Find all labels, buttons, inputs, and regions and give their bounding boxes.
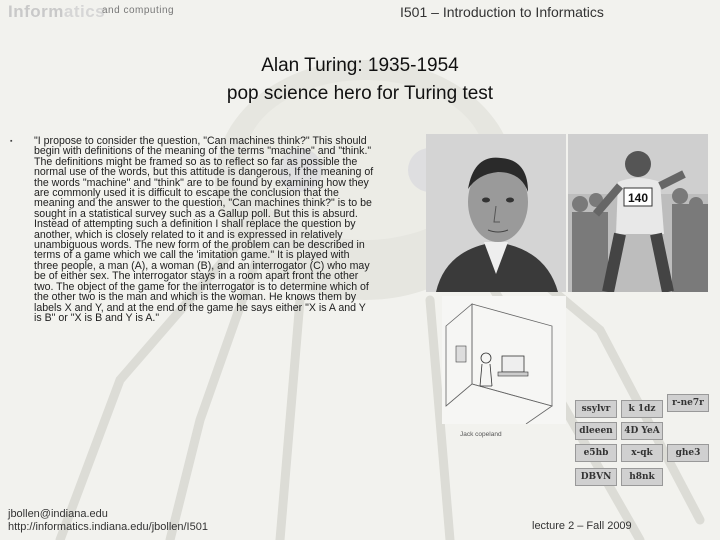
quote-line: unambiguous words. The new form of the problem can be described in: [34, 239, 365, 252]
captcha-image: 4D YeA: [621, 422, 663, 440]
captcha-image: h8nk: [621, 468, 663, 486]
bullet-marker: ▪: [10, 138, 13, 145]
turing-running-photo: [568, 134, 708, 292]
captcha-image: x-qk: [621, 444, 663, 462]
footer-url[interactable]: http://informatics.indiana.edu/jbollen/I501: [8, 521, 208, 533]
quote-line: meaning and the answer to the question, "Can machines think?" is to be: [34, 197, 372, 210]
quote-line: another, which is closely related to it and is expressed in relatively: [34, 228, 343, 241]
captcha-image: ghe3: [667, 444, 709, 462]
captcha-image: e5hb: [575, 444, 617, 462]
quote-line: begin with definitions of the meaning of the terms "machine" and "think.": [34, 145, 372, 158]
captcha-image: k 1dz: [621, 400, 663, 418]
quote-line: Instead of attempting such a definition I shall replace the question by: [34, 218, 356, 231]
cartoon-credit: Jack copeland: [460, 431, 502, 438]
quote-line: three people, a man (A), a woman (B), and an interrogator (C) who may: [34, 259, 370, 272]
captcha-image: ssylvr: [575, 400, 617, 418]
quote-line: the words "machine" and "think" are to be found by examining how they: [34, 176, 369, 189]
imitation-game-cartoon: [442, 296, 566, 424]
captcha-image: dleeen: [575, 422, 617, 440]
footer-email[interactable]: jbollen@indiana.edu: [8, 508, 108, 520]
logo-subtitle: and computing: [102, 5, 175, 16]
quote-line: two. The object of the game for the interrogator is to determine which of: [34, 280, 369, 293]
quote-line: labels X and Y, and at the end of the game he says either "X is A and Y: [34, 301, 366, 314]
logo-faded-text: atics: [63, 2, 106, 21]
quote-line: "I propose to consider the question, "Can machines think?" This should: [34, 135, 367, 147]
slide-title-line2: pop science hero for Turing test: [226, 83, 494, 104]
quote-line: sought in a statistical survey such as a Gallup poll. But this is absurd.: [34, 207, 358, 220]
quote-line: The definitions might be framed so as to reflect so far as possible the: [34, 155, 358, 168]
footer-lecture: lecture 2 – Fall 2009: [532, 520, 632, 532]
captcha-image: r-ne7r: [667, 394, 709, 412]
turing-quote: [34, 136, 426, 323]
quote-line: the other two is the man and which is the woman. He knows them by: [34, 291, 357, 304]
captcha-image: DBVN: [575, 468, 617, 486]
slide-title-line1: Alan Turing: 1935-1954: [261, 55, 459, 76]
logo-main-text: Inform: [8, 2, 64, 21]
turing-portrait-photo: [426, 134, 566, 292]
quote-line: normal use of the words, but this attitude is dangerous, If the meaning of: [34, 166, 374, 179]
quote-line: are commonly used it is difficult to escape the conclusion that the: [34, 187, 339, 200]
quote-line: be of either sex. The interrogator stays in a room apart front the other: [34, 270, 359, 283]
runner-bib-number: 140: [627, 191, 649, 205]
quote-line: terms of a game which we call the 'imitation game." It is played with: [34, 249, 350, 262]
footer-contact: [8, 508, 208, 534]
quote-line: is B" or "X is B and Y is A.": [34, 311, 160, 324]
informatics-logo: [8, 2, 175, 22]
course-title: I501 – Introduction to Informatics: [400, 4, 604, 20]
